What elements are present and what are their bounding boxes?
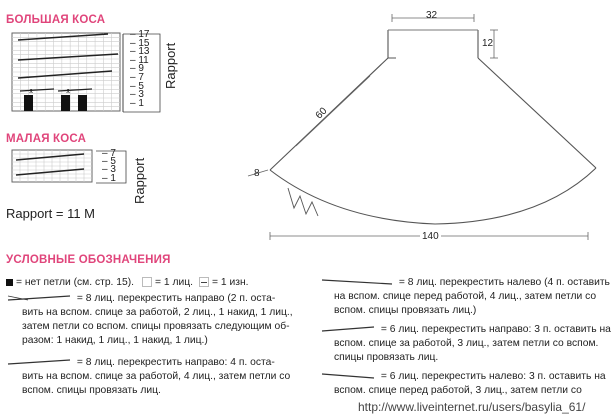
garment-schematic <box>270 30 596 224</box>
row-number: – 13 <box>130 46 150 58</box>
legend-title: УСЛОВНЫЕ ОБОЗНАЧЕНИЯ <box>6 254 171 266</box>
dim-slant: 60 <box>313 105 330 122</box>
row-number: – 5 <box>130 80 144 92</box>
legend-right-text-5: вспом. спице за работой, 3 лиц., затем петли со вспом. <box>334 338 599 349</box>
legend-right-item-3: = 6 лиц. перекрестить налево: 3 п. оставить на <box>320 370 606 384</box>
legend-left-text-6: вить на вспом. спице за работой, 4 лиц., затем петли со <box>22 371 291 382</box>
legend-line-1: = нет петли (см. стр. 15). = 1 лиц. = 1 изн. <box>6 276 249 290</box>
big-chart-title: БОЛЬШАЯ КОСА <box>6 14 106 26</box>
legend-left-text-7: вспом. спицы провязать лиц. <box>22 385 161 396</box>
row-number: – 3 <box>102 164 116 176</box>
legend-right-text-6: спицы провязать лиц. <box>334 352 439 363</box>
dim-bottom-width: 140 <box>422 231 439 242</box>
row-number: – 1 <box>130 97 144 109</box>
cable-right-8-yarnover-symbol <box>6 294 74 302</box>
cable-left-6-symbol <box>320 372 378 380</box>
cable-left-8-symbol <box>320 278 396 286</box>
row-number: – 11 <box>130 54 149 66</box>
cable-right-6-symbol <box>320 325 378 333</box>
legend-right-text-2: на вспом. спице перед работой, 4 лиц., затем петли со <box>334 291 597 302</box>
legend-left-text-4: разом: 1 накид, 1 лиц., 1 накид, 1 лиц.) <box>22 335 208 346</box>
small-chart-title: МАЛАЯ КОСА <box>6 133 87 145</box>
dim-neck-height: 12 <box>482 38 494 49</box>
row-number: – 9 <box>130 63 144 75</box>
purl-symbol <box>199 277 209 287</box>
row-number: – 17 <box>130 29 150 40</box>
row-number: – 3 <box>130 89 144 101</box>
legend-left-text-3: затем петли со вспом. спицы провязать следующим об- <box>22 321 290 332</box>
small-chart-grid <box>12 150 92 182</box>
knit-symbol <box>142 277 152 287</box>
watermark-url[interactable]: http://www.liveinternet.ru/users/basylia_61/ <box>358 400 586 414</box>
row-number: – 5 <box>102 156 116 168</box>
small-chart-rapport-label: Rapport <box>132 157 147 204</box>
no-stitch-symbol <box>6 279 13 286</box>
svg-text:ᴥ: ᴥ <box>29 86 34 95</box>
legend-right-text-3: вспом. спицы провязать лиц.) <box>334 305 477 316</box>
row-number: – 15 <box>130 37 150 49</box>
rapport-note: Rapport = 11 М <box>6 206 96 221</box>
legend-left-text-2: вить на вспом. спице за работой, 2 лиц., 1 накид, 1 лиц., <box>22 307 293 318</box>
legend-left-item-2: = 8 лиц. перекрестить направо: 4 п. оста- <box>6 356 275 370</box>
big-chart-rapport-label: Rapport <box>163 42 178 89</box>
legend-right-text-8: вспом. спице перед работой, 3 лиц., затем петли со <box>334 385 582 396</box>
row-number: – 7 <box>102 148 116 159</box>
legend-right-item-1: = 8 лиц. перекрестить налево (4 п. оставить <box>320 276 610 290</box>
row-number: – 1 <box>102 172 116 184</box>
dim-side: 8 <box>254 168 260 179</box>
dim-top-width: 32 <box>426 10 438 21</box>
legend-left-item-1: = 8 лиц. перекрестить направо (2 п. оста- <box>6 292 275 306</box>
legend-right-item-2: = 6 лиц. перекрестить направо: 3 п. оставить на <box>320 323 611 337</box>
cable-right-8-symbol <box>6 358 74 366</box>
row-number: – 7 <box>130 72 144 83</box>
svg-text:ᴥ: ᴥ <box>66 86 71 95</box>
big-chart-grid <box>12 33 120 111</box>
